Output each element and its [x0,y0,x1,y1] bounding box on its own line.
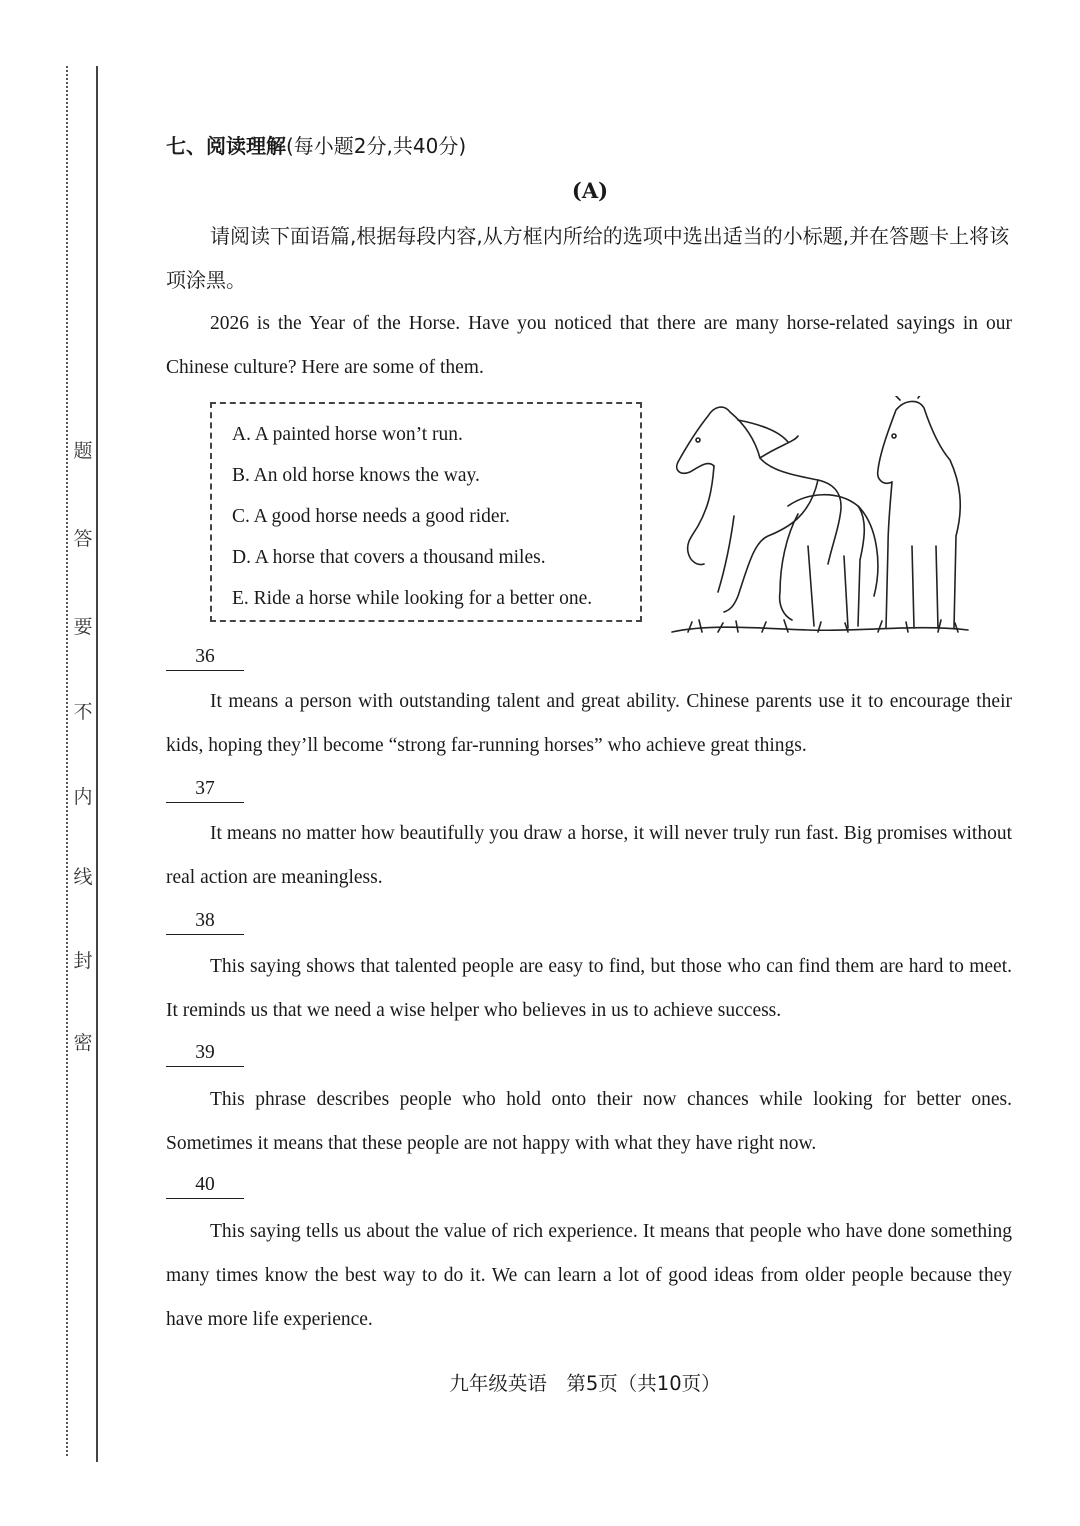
question-paragraph: This phrase describes people who hold onto their now chances while looking for better ones. Sometimes it means that these people are not happy with what they have right now. [166,1089,1012,1154]
option-c: C. A good horse needs a good rider. [232,506,510,527]
margin-char: 答 [73,528,93,550]
option-b: B. An old horse knows the way. [232,465,480,486]
question-paragraph: This saying shows that talented people are easy to find, but those who can find them are hard to meet. It reminds us that we need a wise helper who believes in us to achieve success. [166,956,1012,1021]
question-paragraph: It means no matter how beautifully you draw a horse, it will never truly run fast. Big promises without real action are meaningless. [166,823,1012,888]
margin-char: 封 [73,950,93,972]
options-box [210,402,642,622]
blank-37[interactable]: 37 [166,776,244,803]
blank-39[interactable]: 39 [166,1040,244,1067]
margin-char: 题 [73,440,93,462]
page-footer: 九年级英语 第5页（共10页） [449,1372,721,1395]
option-a: A. A painted horse won’t run. [232,424,463,445]
margin-char: 内 [73,786,93,808]
margin-char: 要 [73,616,93,638]
question-paragraph: This saying tells us about the value of rich experience. It means that people who have done something many times know the best way to do it. We can learn a lot of good ideas from older people because they have more life experience. [166,1221,1012,1330]
section-title-rest: (每小题2分,共40分) [286,134,467,158]
margin-char: 线 [73,866,93,888]
blank-36[interactable]: 36 [166,644,244,671]
horses-illustration [668,396,974,640]
blank-40[interactable]: 40 [166,1172,244,1199]
binding-solid-line [96,66,98,1462]
part-label: (A) [571,178,609,203]
instruction-text: 请阅读下面语篇,根据每段内容,从方框内所给的选项中选出适当的小标题,并在答题卡上将该项涂黑。 [166,224,1010,292]
question-paragraph: It means a person with outstanding talent and great ability. Chinese parents use it to encourage their kids, hoping they’ll become “strong far-running horses” who achieve great things. [166,691,1012,756]
binding-dotted-line [66,66,68,1456]
option-d: D. A horse that covers a thousand miles. [232,547,546,568]
margin-char: 密 [73,1032,93,1054]
option-e: E. Ride a horse while looking for a better one. [232,588,593,609]
intro-paragraph: 2026 is the Year of the Horse. Have you noticed that there are many horse-related sayings in our Chinese culture? Here are some of them. [166,313,1012,378]
section-title [166,130,466,159]
section-title-bold: 七、阅读理解 [166,134,286,158]
margin-char: 不 [73,701,93,723]
blank-38[interactable]: 38 [166,908,244,935]
